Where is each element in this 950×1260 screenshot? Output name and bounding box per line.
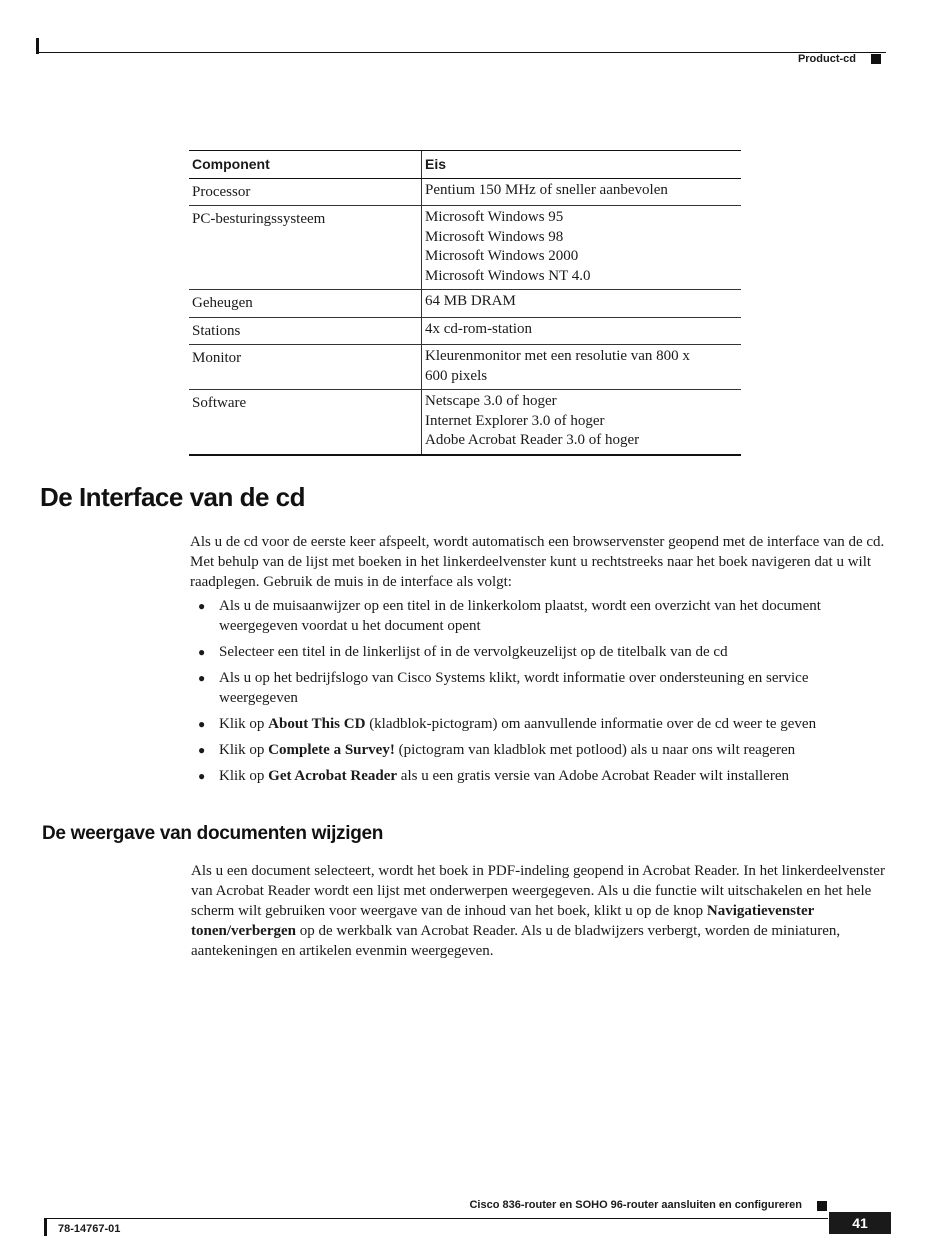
bullet-text: (kladblok-pictogram) om aanvullende informatie over de cd weer te geven (365, 716, 817, 732)
section-heading-interface: De Interface van de cd (40, 482, 305, 512)
requirement-line: Microsoft Windows NT 4.0 (425, 267, 591, 284)
footer-marker (817, 1201, 827, 1211)
cell-component: Software (189, 390, 422, 455)
requirements-table (189, 150, 741, 456)
bullet-bold-term: About This CD (268, 716, 366, 732)
table-row (189, 390, 741, 455)
header-rule (36, 52, 886, 53)
list-item (190, 596, 890, 636)
cell-requirement (422, 206, 742, 290)
bullet-text: Als u op het bedrijfslogo van Cisco Systems klikt, wordt informatie over ondersteuning en service weergegeven (219, 670, 809, 706)
cell-requirement (422, 345, 742, 390)
requirement-line: 4x cd-rom-station (425, 320, 533, 337)
bullet-text: (pictogram van kladblok met potlood) als u naar ons wilt reageren (394, 742, 796, 758)
cell-component: Stations (189, 317, 422, 345)
paragraph-bold-term: Navigatievenster tonen/verbergen (191, 903, 815, 939)
interface-intro-paragraph: Als u de cd voor de eerste keer afspeelt, wordt automatisch een browservenster geopend met de interface van de cd. Met behulp van de lijst met boeken in het linkerdeelvenster kunt u rechtstreeks naar het boek navigeren dat u wilt raadplegen. Gebruik de muis in de interface als volgt: (190, 534, 885, 590)
bullet-text: Selecteer een titel in de linkerlijst of in de vervolgkeuzelijst op de titelbalk van de cd (219, 644, 728, 660)
bullet-text: Als u de muisaanwijzer op een titel in de linkerkolom plaatst, wordt een overzicht van het document weergegeven voordat u het document opent (219, 598, 821, 634)
cell-component: Geheugen (189, 290, 422, 318)
requirement-line: 64 MB DRAM (425, 293, 516, 309)
footer-rule-vertical (44, 1218, 47, 1236)
table-body (189, 178, 741, 455)
column-header-requirement: Eis (422, 151, 742, 179)
requirement-line: Adobe Acrobat Reader 3.0 of hoger (425, 432, 640, 448)
cell-component: Monitor (189, 345, 422, 390)
bullet-text: Klik op (219, 768, 269, 784)
section-heading-document-view: De weergave van documenten wijzigen (42, 823, 384, 844)
list-item (190, 642, 890, 662)
bullet-text: Klik op (219, 716, 269, 732)
requirement-line: Microsoft Windows 98 (425, 228, 564, 245)
cell-requirement (422, 390, 742, 455)
document-view-paragraph (191, 861, 891, 961)
footer-doc-number: 78-14767-01 (58, 1223, 121, 1235)
requirement-line: Netscape 3.0 of hoger (425, 393, 557, 409)
bullet-icon: ● (198, 717, 206, 731)
bullet-icon: ● (198, 645, 206, 659)
footer-rule (44, 1218, 828, 1219)
page-number: 41 (829, 1212, 891, 1234)
table-row (189, 290, 741, 318)
footer-book-title: Cisco 836-router en SOHO 96-router aansluiten en configureren (469, 1199, 802, 1211)
list-item (190, 766, 890, 786)
paragraph-text: op de werkbalk van Acrobat Reader. Als u de bladwijzers verbergt, worden de miniaturen, aantekeningen en artikelen evenmin weergegeven. (191, 923, 841, 959)
cell-requirement (422, 290, 742, 318)
column-header-component: Component (189, 151, 422, 179)
bullet-bold-term: Get Acrobat Reader (268, 768, 398, 784)
bullet-icon: ● (198, 599, 206, 613)
paragraph-text: Als u een document selecteert, wordt het boek in PDF-indeling geopend in Acrobat Reader. In het linkerdeelvenster van Acrobat Reader wordt een lijst met onderwerpen weergegeven. Als u die functie wilt uitschakelen en het hele scherm wilt gebruiken voor weergave van de inhoud van het boek, klikt u op de knop (191, 863, 885, 919)
bullet-icon: ● (198, 769, 206, 783)
table-row (189, 206, 741, 290)
requirement-line: Pentium 150 MHz of sneller aanbevolen (425, 181, 668, 198)
requirement-line: Kleurenmonitor met een resolutie van 800 x (425, 348, 690, 364)
cell-component: PC-besturingssysteem (189, 206, 422, 290)
running-header: Product-cd (797, 53, 856, 65)
bullet-icon: ● (198, 671, 206, 685)
header-marker (871, 54, 881, 64)
table-header-row (189, 151, 741, 179)
bullet-text: als u een gratis versie van Adobe Acrobat Reader wilt installeren (397, 768, 789, 784)
interface-bullet-list (190, 596, 890, 792)
cell-requirement (422, 178, 742, 206)
table-row (189, 345, 741, 390)
cell-requirement (422, 317, 742, 345)
cell-component: Processor (189, 178, 422, 206)
table-row (189, 317, 741, 345)
list-item (190, 668, 890, 708)
table-row (189, 178, 741, 206)
requirement-line: Microsoft Windows 2000 (425, 248, 579, 264)
bullet-icon: ● (198, 743, 206, 757)
requirement-line: Microsoft Windows 95 (425, 209, 564, 225)
list-item (190, 740, 890, 760)
bullet-bold-term: Complete a Survey! (268, 742, 395, 758)
bullet-text: Klik op (219, 742, 269, 758)
requirement-line: Internet Explorer 3.0 of hoger (425, 412, 605, 429)
list-item (190, 714, 890, 734)
requirement-line: 600 pixels (425, 367, 488, 384)
